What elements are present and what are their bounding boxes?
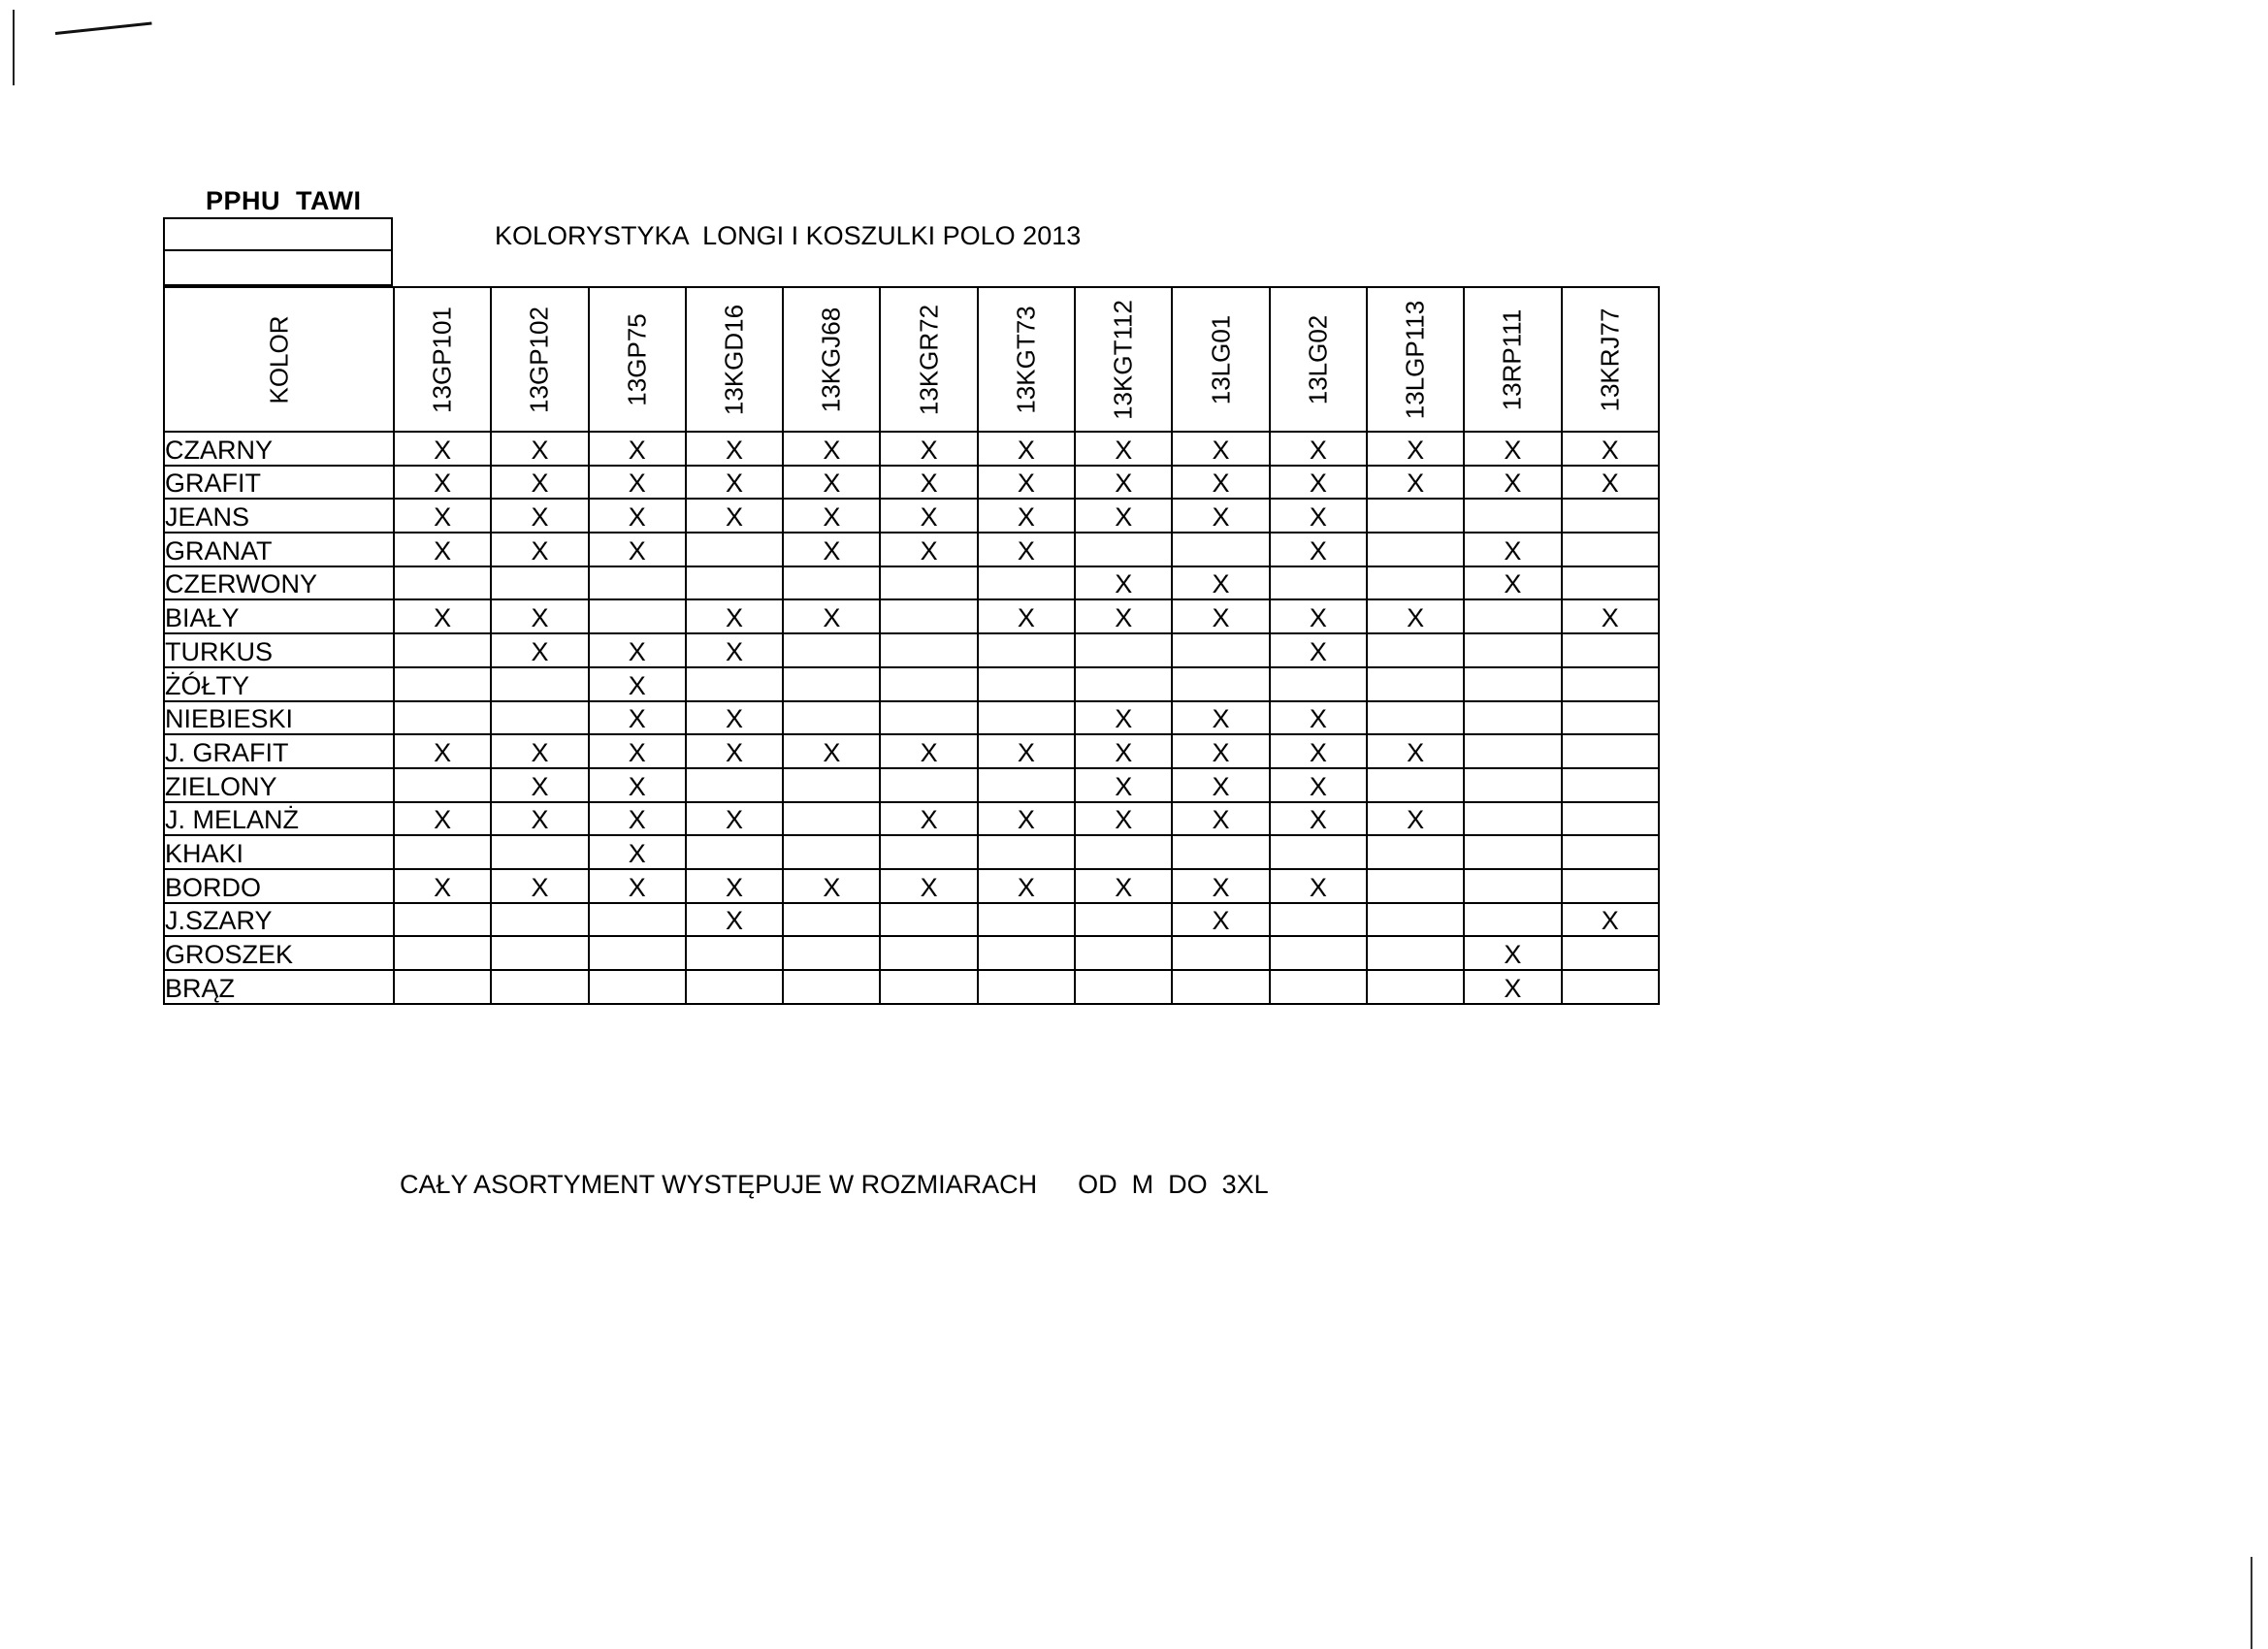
empty-cell bbox=[880, 701, 977, 735]
color-name-cell: ŻÓŁTY bbox=[164, 667, 394, 701]
availability-mark-cell: X bbox=[1464, 936, 1561, 970]
color-name-cell: TURKUS bbox=[164, 633, 394, 667]
empty-cell bbox=[491, 970, 588, 1004]
availability-mark-cell: X bbox=[491, 768, 588, 802]
table-row bbox=[164, 734, 1659, 768]
empty-cell bbox=[978, 835, 1075, 869]
empty-cell bbox=[686, 566, 783, 600]
column-header-13kgj68 bbox=[783, 287, 880, 432]
empty-cell bbox=[1562, 667, 1659, 701]
empty-cell bbox=[1367, 667, 1464, 701]
availability-mark-cell: X bbox=[686, 432, 783, 466]
availability-mark-cell: X bbox=[1075, 802, 1172, 836]
empty-cell bbox=[880, 667, 977, 701]
availability-mark-cell: X bbox=[783, 734, 880, 768]
empty-cell bbox=[1172, 970, 1269, 1004]
table-row bbox=[164, 432, 1659, 466]
column-header-label: 13KRJ77 bbox=[1595, 307, 1625, 411]
empty-cell bbox=[1075, 970, 1172, 1004]
availability-mark-cell: X bbox=[1464, 533, 1561, 566]
availability-mark-cell: X bbox=[1367, 432, 1464, 466]
availability-mark-cell: X bbox=[978, 432, 1075, 466]
column-header-label: 13LGP113 bbox=[1400, 300, 1430, 419]
empty-cell bbox=[1367, 566, 1464, 600]
availability-mark-cell: X bbox=[1367, 802, 1464, 836]
empty-cell bbox=[1562, 533, 1659, 566]
availability-mark-cell: X bbox=[589, 802, 686, 836]
kolor-header-cell bbox=[164, 287, 394, 432]
empty-cell bbox=[880, 599, 977, 633]
table-row bbox=[164, 667, 1659, 701]
availability-mark-cell: X bbox=[589, 734, 686, 768]
empty-header-box-1 bbox=[163, 217, 393, 251]
table-row bbox=[164, 835, 1659, 869]
availability-mark-cell: X bbox=[394, 802, 491, 836]
availability-mark-cell: X bbox=[783, 466, 880, 500]
empty-cell bbox=[589, 566, 686, 600]
empty-cell bbox=[880, 835, 977, 869]
color-name-cell: J.SZARY bbox=[164, 903, 394, 937]
empty-cell bbox=[394, 936, 491, 970]
empty-cell bbox=[783, 936, 880, 970]
column-header-label: 13GP101 bbox=[427, 306, 457, 413]
availability-mark-cell: X bbox=[1270, 499, 1367, 533]
column-header-13lg02 bbox=[1270, 287, 1367, 432]
availability-mark-cell: X bbox=[686, 734, 783, 768]
empty-cell bbox=[1270, 903, 1367, 937]
availability-mark-cell: X bbox=[978, 802, 1075, 836]
availability-mark-cell: X bbox=[394, 869, 491, 903]
availability-mark-cell: X bbox=[1270, 768, 1367, 802]
availability-mark-cell: X bbox=[491, 633, 588, 667]
availability-mark-cell: X bbox=[491, 432, 588, 466]
availability-mark-cell: X bbox=[880, 734, 977, 768]
color-name-cell: CZERWONY bbox=[164, 566, 394, 600]
empty-cell bbox=[491, 903, 588, 937]
empty-cell bbox=[686, 768, 783, 802]
availability-mark-cell: X bbox=[978, 734, 1075, 768]
empty-cell bbox=[880, 768, 977, 802]
empty-cell bbox=[783, 566, 880, 600]
table-row bbox=[164, 768, 1659, 802]
availability-mark-cell: X bbox=[1172, 903, 1269, 937]
color-name-cell: J. GRAFIT bbox=[164, 734, 394, 768]
availability-mark-cell: X bbox=[394, 499, 491, 533]
empty-cell bbox=[1464, 667, 1561, 701]
table-row bbox=[164, 970, 1659, 1004]
availability-mark-cell: X bbox=[394, 533, 491, 566]
empty-cell bbox=[1367, 869, 1464, 903]
availability-mark-cell: X bbox=[589, 466, 686, 500]
availability-mark-cell: X bbox=[686, 701, 783, 735]
empty-cell bbox=[783, 768, 880, 802]
empty-cell bbox=[394, 633, 491, 667]
empty-cell bbox=[686, 936, 783, 970]
empty-cell bbox=[491, 936, 588, 970]
empty-cell bbox=[880, 903, 977, 937]
availability-mark-cell: X bbox=[394, 432, 491, 466]
empty-cell bbox=[589, 903, 686, 937]
empty-cell bbox=[1367, 835, 1464, 869]
empty-cell bbox=[491, 566, 588, 600]
availability-mark-cell: X bbox=[1270, 633, 1367, 667]
table-row bbox=[164, 566, 1659, 600]
table-row bbox=[164, 802, 1659, 836]
column-header-13lgp113 bbox=[1367, 287, 1464, 432]
empty-cell bbox=[1270, 970, 1367, 1004]
empty-header-box-2 bbox=[163, 251, 393, 286]
empty-cell bbox=[589, 970, 686, 1004]
table-row bbox=[164, 633, 1659, 667]
availability-mark-cell: X bbox=[783, 869, 880, 903]
color-name-cell: BRĄZ bbox=[164, 970, 394, 1004]
table-body bbox=[164, 432, 1659, 1004]
availability-mark-cell: X bbox=[491, 499, 588, 533]
availability-mark-cell: X bbox=[686, 903, 783, 937]
empty-cell bbox=[1270, 936, 1367, 970]
empty-cell bbox=[880, 633, 977, 667]
empty-cell bbox=[1464, 734, 1561, 768]
empty-cell bbox=[1270, 667, 1367, 701]
availability-mark-cell: X bbox=[1172, 566, 1269, 600]
availability-mark-cell: X bbox=[589, 667, 686, 701]
column-header-label: 13KGT73 bbox=[1011, 305, 1041, 414]
empty-cell bbox=[1562, 499, 1659, 533]
availability-mark-cell: X bbox=[589, 768, 686, 802]
empty-cell bbox=[978, 903, 1075, 937]
empty-cell bbox=[1562, 734, 1659, 768]
empty-cell bbox=[1464, 903, 1561, 937]
empty-cell bbox=[1464, 835, 1561, 869]
availability-mark-cell: X bbox=[1075, 566, 1172, 600]
company-name: PPHU TAWI bbox=[206, 186, 362, 215]
color-name-cell: BIAŁY bbox=[164, 599, 394, 633]
availability-mark-cell: X bbox=[1270, 466, 1367, 500]
color-name-cell: ZIELONY bbox=[164, 768, 394, 802]
empty-cell bbox=[880, 566, 977, 600]
empty-cell bbox=[880, 970, 977, 1004]
color-name-cell: GRAFIT bbox=[164, 466, 394, 500]
empty-cell bbox=[686, 970, 783, 1004]
empty-cell bbox=[686, 667, 783, 701]
column-header-13krj77 bbox=[1562, 287, 1659, 432]
availability-mark-cell: X bbox=[978, 599, 1075, 633]
availability-mark-cell: X bbox=[1075, 701, 1172, 735]
availability-mark-cell: X bbox=[1270, 701, 1367, 735]
empty-cell bbox=[978, 633, 1075, 667]
availability-mark-cell: X bbox=[978, 533, 1075, 566]
availability-mark-cell: X bbox=[1172, 701, 1269, 735]
empty-cell bbox=[589, 599, 686, 633]
empty-cell bbox=[1464, 499, 1561, 533]
column-header-13gp102 bbox=[491, 287, 588, 432]
table-row bbox=[164, 599, 1659, 633]
empty-cell bbox=[1172, 633, 1269, 667]
availability-mark-cell: X bbox=[1367, 466, 1464, 500]
availability-mark-cell: X bbox=[686, 869, 783, 903]
availability-mark-cell: X bbox=[880, 432, 977, 466]
column-header-label: 13KGR72 bbox=[914, 304, 944, 415]
availability-mark-cell: X bbox=[1172, 466, 1269, 500]
availability-mark-cell: X bbox=[978, 869, 1075, 903]
kolor-header-label: KOLOR bbox=[264, 314, 293, 404]
empty-cell bbox=[394, 566, 491, 600]
empty-cell bbox=[783, 802, 880, 836]
color-name-cell: JEANS bbox=[164, 499, 394, 533]
empty-cell bbox=[394, 835, 491, 869]
column-header-label: 13RP111 bbox=[1497, 308, 1527, 410]
empty-cell bbox=[1562, 835, 1659, 869]
empty-cell bbox=[1367, 701, 1464, 735]
table-row bbox=[164, 869, 1659, 903]
availability-mark-cell: X bbox=[1464, 432, 1561, 466]
color-availability-table bbox=[163, 286, 1660, 1005]
column-header-13rp111 bbox=[1464, 287, 1561, 432]
empty-cell bbox=[1075, 903, 1172, 937]
empty-cell bbox=[1075, 533, 1172, 566]
empty-cell bbox=[1172, 835, 1269, 869]
availability-mark-cell: X bbox=[978, 499, 1075, 533]
empty-cell bbox=[880, 936, 977, 970]
availability-mark-cell: X bbox=[686, 599, 783, 633]
availability-mark-cell: X bbox=[1562, 432, 1659, 466]
availability-mark-cell: X bbox=[880, 499, 977, 533]
availability-mark-cell: X bbox=[589, 701, 686, 735]
footer-note bbox=[400, 1170, 1269, 1200]
availability-mark-cell: X bbox=[491, 599, 588, 633]
table-row bbox=[164, 533, 1659, 566]
availability-mark-cell: X bbox=[686, 802, 783, 836]
empty-cell bbox=[394, 970, 491, 1004]
column-header-13kgr72 bbox=[880, 287, 977, 432]
availability-mark-cell: X bbox=[1270, 599, 1367, 633]
availability-mark-cell: X bbox=[589, 499, 686, 533]
availability-mark-cell: X bbox=[783, 533, 880, 566]
availability-mark-cell: X bbox=[1075, 869, 1172, 903]
empty-cell bbox=[1464, 599, 1561, 633]
column-header-label: 13KGD16 bbox=[719, 304, 749, 415]
availability-mark-cell: X bbox=[491, 466, 588, 500]
availability-mark-cell: X bbox=[1075, 466, 1172, 500]
availability-mark-cell: X bbox=[1075, 734, 1172, 768]
availability-mark-cell: X bbox=[1075, 599, 1172, 633]
empty-cell bbox=[1172, 936, 1269, 970]
availability-mark-cell: X bbox=[1562, 599, 1659, 633]
availability-mark-cell: X bbox=[1172, 869, 1269, 903]
empty-cell bbox=[1367, 903, 1464, 937]
footer-sizes: OD M DO 3XL bbox=[1078, 1170, 1269, 1199]
empty-cell bbox=[394, 768, 491, 802]
empty-cell bbox=[1562, 633, 1659, 667]
availability-mark-cell: X bbox=[1367, 599, 1464, 633]
availability-mark-cell: X bbox=[491, 533, 588, 566]
empty-cell bbox=[783, 701, 880, 735]
availability-mark-cell: X bbox=[686, 499, 783, 533]
availability-mark-cell: X bbox=[1172, 802, 1269, 836]
empty-cell bbox=[978, 936, 1075, 970]
empty-cell bbox=[1075, 633, 1172, 667]
empty-cell bbox=[783, 835, 880, 869]
availability-mark-cell: X bbox=[880, 869, 977, 903]
color-name-cell: J. MELANŻ bbox=[164, 802, 394, 836]
availability-mark-cell: X bbox=[1172, 499, 1269, 533]
column-header-label: 13LG01 bbox=[1206, 314, 1236, 404]
availability-mark-cell: X bbox=[686, 633, 783, 667]
empty-cell bbox=[978, 701, 1075, 735]
empty-cell bbox=[1562, 970, 1659, 1004]
availability-mark-cell: X bbox=[589, 835, 686, 869]
empty-cell bbox=[1270, 566, 1367, 600]
empty-cell bbox=[1464, 802, 1561, 836]
empty-cell bbox=[1075, 835, 1172, 869]
availability-mark-cell: X bbox=[1270, 533, 1367, 566]
empty-cell bbox=[783, 667, 880, 701]
empty-cell bbox=[1075, 667, 1172, 701]
availability-mark-cell: X bbox=[783, 432, 880, 466]
empty-cell bbox=[394, 903, 491, 937]
column-header-13kgt73 bbox=[978, 287, 1075, 432]
availability-mark-cell: X bbox=[491, 734, 588, 768]
availability-mark-cell: X bbox=[1172, 432, 1269, 466]
empty-cell bbox=[1367, 499, 1464, 533]
column-header-13kgd16 bbox=[686, 287, 783, 432]
availability-mark-cell: X bbox=[1464, 970, 1561, 1004]
empty-cell bbox=[978, 768, 1075, 802]
pen-stroke-mark bbox=[55, 22, 152, 35]
availability-mark-cell: X bbox=[589, 432, 686, 466]
availability-mark-cell: X bbox=[491, 802, 588, 836]
empty-cell bbox=[1464, 768, 1561, 802]
color-name-cell: KHAKI bbox=[164, 835, 394, 869]
empty-cell bbox=[978, 566, 1075, 600]
color-name-cell: GROSZEK bbox=[164, 936, 394, 970]
color-name-cell: NIEBIESKI bbox=[164, 701, 394, 735]
column-header-label: 13KGJ68 bbox=[816, 307, 846, 412]
column-header-13gp101 bbox=[394, 287, 491, 432]
table-header-row bbox=[164, 287, 1659, 432]
availability-mark-cell: X bbox=[1075, 499, 1172, 533]
empty-cell bbox=[686, 533, 783, 566]
empty-cell bbox=[783, 970, 880, 1004]
column-header-13gp75 bbox=[589, 287, 686, 432]
availability-mark-cell: X bbox=[1270, 869, 1367, 903]
color-name-cell: BORDO bbox=[164, 869, 394, 903]
availability-mark-cell: X bbox=[1270, 802, 1367, 836]
document-title: KOLORYSTYKA LONGI I KOSZULKI POLO 2013 bbox=[495, 221, 1082, 250]
availability-mark-cell: X bbox=[783, 499, 880, 533]
scan-edge-mark bbox=[13, 10, 15, 85]
empty-cell bbox=[1367, 533, 1464, 566]
availability-mark-cell: X bbox=[1172, 599, 1269, 633]
availability-mark-cell: X bbox=[1172, 768, 1269, 802]
availability-mark-cell: X bbox=[1270, 734, 1367, 768]
empty-cell bbox=[1562, 936, 1659, 970]
empty-cell bbox=[978, 667, 1075, 701]
availability-mark-cell: X bbox=[1172, 734, 1269, 768]
table-row bbox=[164, 466, 1659, 500]
availability-mark-cell: X bbox=[1562, 903, 1659, 937]
column-header-label: 13GP75 bbox=[622, 312, 652, 406]
empty-cell bbox=[1367, 633, 1464, 667]
availability-mark-cell: X bbox=[686, 466, 783, 500]
table-row bbox=[164, 701, 1659, 735]
empty-cell bbox=[1464, 869, 1561, 903]
table-row bbox=[164, 936, 1659, 970]
footer-text: CAŁY ASORTYMENT WYSTĘPUJE W ROZMIARACH bbox=[400, 1170, 1038, 1199]
empty-cell bbox=[686, 835, 783, 869]
availability-mark-cell: X bbox=[880, 533, 977, 566]
column-header-13kgt112 bbox=[1075, 287, 1172, 432]
availability-mark-cell: X bbox=[589, 869, 686, 903]
empty-cell bbox=[978, 970, 1075, 1004]
table-row bbox=[164, 903, 1659, 937]
availability-mark-cell: X bbox=[1075, 768, 1172, 802]
availability-mark-cell: X bbox=[491, 869, 588, 903]
empty-cell bbox=[1562, 768, 1659, 802]
empty-cell bbox=[1172, 667, 1269, 701]
empty-cell bbox=[1464, 633, 1561, 667]
empty-cell bbox=[394, 701, 491, 735]
table-row bbox=[164, 499, 1659, 533]
availability-mark-cell: X bbox=[1075, 432, 1172, 466]
empty-cell bbox=[1464, 701, 1561, 735]
empty-cell bbox=[491, 667, 588, 701]
empty-cell bbox=[589, 936, 686, 970]
empty-cell bbox=[1562, 802, 1659, 836]
availability-mark-cell: X bbox=[1270, 432, 1367, 466]
column-header-label: 13LG02 bbox=[1303, 314, 1333, 404]
availability-mark-cell: X bbox=[1562, 466, 1659, 500]
color-name-cell: GRANAT bbox=[164, 533, 394, 566]
availability-mark-cell: X bbox=[1464, 566, 1561, 600]
column-header-label: 13KGT112 bbox=[1108, 299, 1138, 420]
column-header-label: 13GP102 bbox=[524, 306, 554, 413]
scan-edge-mark-right bbox=[2251, 1557, 2252, 1649]
empty-cell bbox=[491, 701, 588, 735]
empty-cell bbox=[783, 633, 880, 667]
column-header-13lg01 bbox=[1172, 287, 1269, 432]
availability-mark-cell: X bbox=[978, 466, 1075, 500]
empty-cell bbox=[1172, 533, 1269, 566]
empty-cell bbox=[1562, 701, 1659, 735]
availability-mark-cell: X bbox=[880, 466, 977, 500]
empty-cell bbox=[1367, 936, 1464, 970]
availability-mark-cell: X bbox=[1367, 734, 1464, 768]
empty-cell bbox=[491, 835, 588, 869]
color-name-cell: CZARNY bbox=[164, 432, 394, 466]
empty-cell bbox=[1562, 869, 1659, 903]
empty-cell bbox=[1367, 768, 1464, 802]
availability-mark-cell: X bbox=[880, 802, 977, 836]
empty-cell bbox=[394, 667, 491, 701]
empty-cell bbox=[1562, 566, 1659, 600]
availability-mark-cell: X bbox=[394, 599, 491, 633]
empty-cell bbox=[1270, 835, 1367, 869]
empty-cell bbox=[783, 903, 880, 937]
empty-cell bbox=[1367, 970, 1464, 1004]
availability-mark-cell: X bbox=[394, 734, 491, 768]
availability-mark-cell: X bbox=[589, 533, 686, 566]
empty-cell bbox=[1075, 936, 1172, 970]
availability-mark-cell: X bbox=[783, 599, 880, 633]
availability-mark-cell: X bbox=[589, 633, 686, 667]
availability-mark-cell: X bbox=[394, 466, 491, 500]
availability-mark-cell: X bbox=[1464, 466, 1561, 500]
